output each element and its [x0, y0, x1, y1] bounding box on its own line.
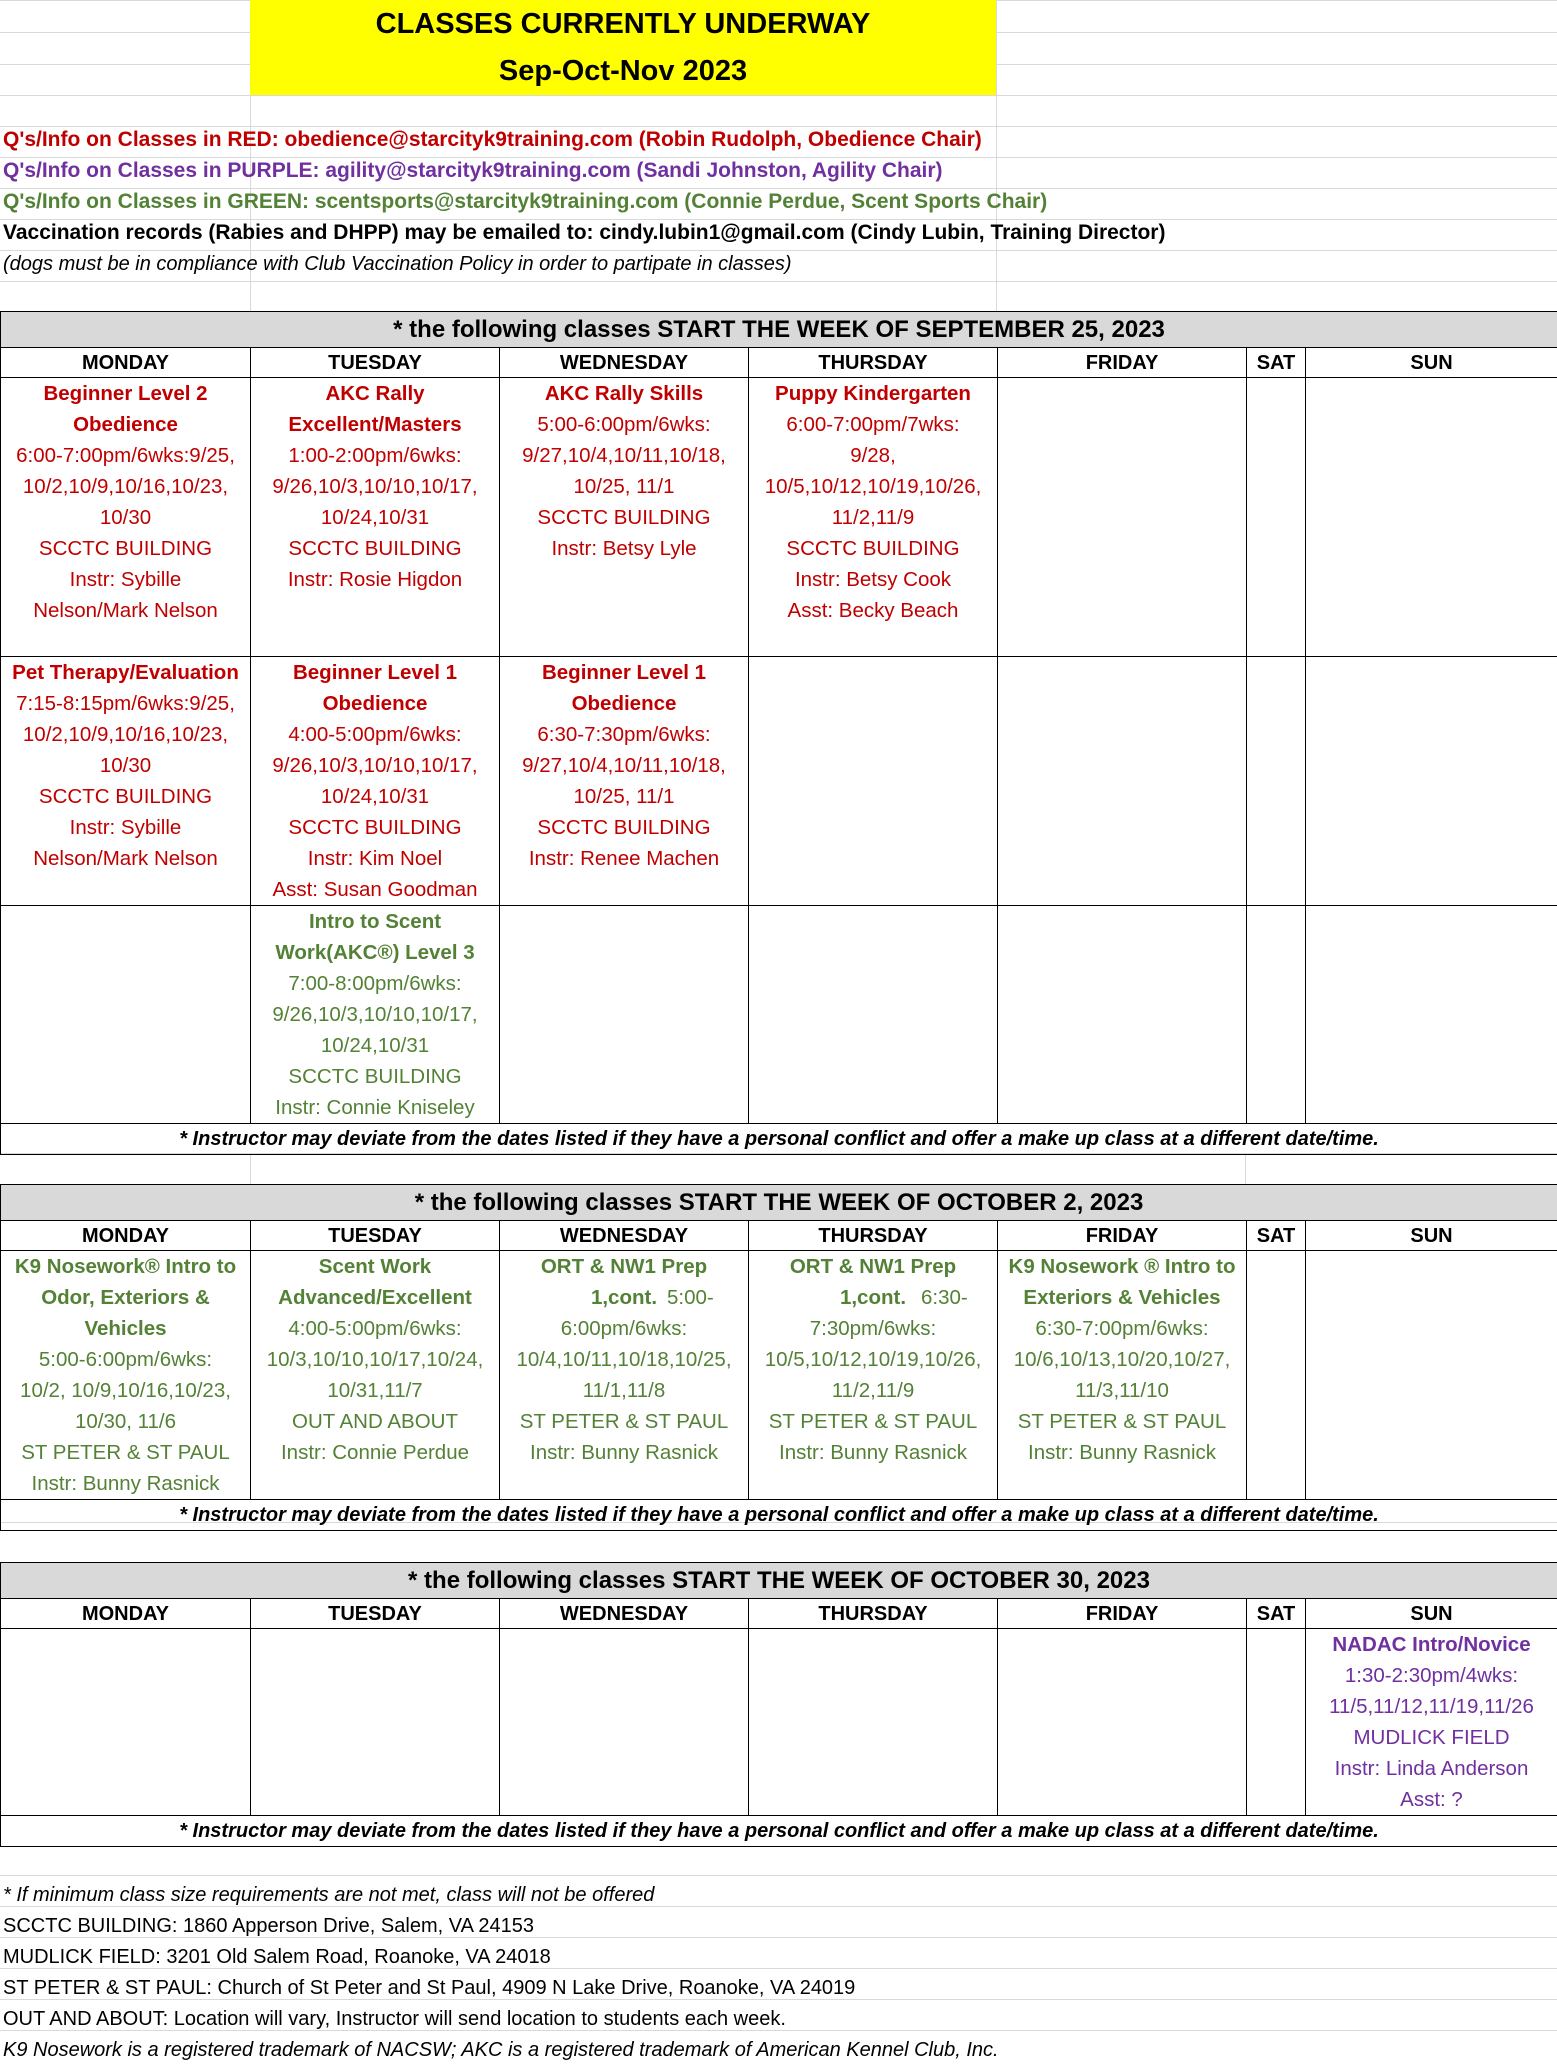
empty-cell	[998, 378, 1247, 657]
empty-cell	[500, 906, 749, 1124]
day-wednesday: WEDNESDAY	[500, 348, 749, 378]
class-cell	[251, 906, 500, 1124]
gridline	[0, 188, 1557, 189]
instructor-disclaimer: * Instructor may deviate from the dates listed if they have a personal conflict and offer a make up class at a different date/time.	[1, 1500, 1557, 1531]
class-details: 6:00-7:00pm/6wks:9/25, 10/2,10/9,10/16,10/23, 10/30 SCCTC BUILDING Instr: Sybille Nelson/Mark Nelson	[16, 444, 235, 622]
empty-cell	[1, 906, 251, 1124]
class-title: K9 Nosework® Intro to Odor, Exteriors & Vehicles	[14, 1255, 237, 1340]
class-details: 1:30-2:30pm/4wks: 11/5,11/12,11/19,11/26 MUDLICK FIELD Instr: Linda Anderson Asst: ?	[1329, 1664, 1534, 1811]
schedule-section-oct-30	[0, 1562, 1557, 1847]
class-cell	[500, 378, 749, 657]
class-title: NADAC Intro/Novice	[1332, 1633, 1531, 1656]
class-start-time: 5:00-	[667, 1286, 714, 1309]
section-heading: * the following classes START THE WEEK OF OCTOBER 2, 2023	[1, 1185, 1557, 1221]
day-wednesday: WEDNESDAY	[500, 1599, 749, 1629]
schedule-section-oct-2	[0, 1184, 1557, 1531]
class-title: AKC Rally Excellent/Masters	[288, 382, 462, 436]
day-sun: SUN	[1306, 348, 1557, 378]
class-title: K9 Nosework ® Intro to Exteriors & Vehicles	[1008, 1255, 1236, 1309]
class-details: 6:00pm/6wks: 10/4,10/11,10/18,10/25, 11/1,11/8 ST PETER & ST PAUL Instr: Bunny Rasnick	[516, 1317, 732, 1464]
day-tuesday: TUESDAY	[251, 348, 500, 378]
gridline	[0, 281, 1557, 282]
day-friday: FRIDAY	[998, 348, 1247, 378]
class-details: 7:30pm/6wks: 10/5,10/12,10/19,10/26, 11/2,11/9 ST PETER & ST PAUL Instr: Bunny Rasnick	[764, 1317, 982, 1464]
class-title: ORT & NW1 Prep 1,cont.	[789, 1255, 957, 1309]
section-heading: * the following classes START THE WEEK OF SEPTEMBER 25, 2023	[1, 312, 1557, 348]
footer-mudlick-address: MUDLICK FIELD: 3201 Old Salem Road, Roanoke, VA 24018	[3, 1946, 551, 1968]
class-cell	[1, 378, 251, 657]
day-thursday: THURSDAY	[749, 1599, 998, 1629]
empty-cell	[1306, 657, 1557, 906]
class-cell	[1, 1251, 251, 1500]
empty-cell	[998, 906, 1247, 1124]
empty-cell	[1306, 906, 1557, 1124]
empty-cell	[1, 1629, 251, 1816]
day-wednesday: WEDNESDAY	[500, 1221, 749, 1251]
section-heading: * the following classes START THE WEEK OF OCTOBER 30, 2023	[1, 1563, 1557, 1599]
class-start-time: 6:30-	[921, 1286, 968, 1309]
info-vaccination: Vaccination records (Rabies and DHPP) may be emailed to: cindy.lubin1@gmail.com (Cindy Lubin, Training Director)	[3, 221, 1166, 244]
instructor-disclaimer: * Instructor may deviate from the dates listed if they have a personal conflict and offer a make up class at a different date/time.	[1, 1816, 1557, 1847]
class-cell	[500, 1251, 749, 1500]
class-cell	[749, 378, 998, 657]
gridline	[0, 126, 1557, 127]
day-thursday: THURSDAY	[749, 1221, 998, 1251]
gridline	[0, 157, 1557, 158]
class-cell	[998, 1251, 1247, 1500]
class-details: 4:00-5:00pm/6wks: 9/26,10/3,10/10,10/17, 10/24,10/31 SCCTC BUILDING Instr: Kim Noel Asst: Susan Goodman	[272, 723, 478, 901]
class-details: 7:00-8:00pm/6wks: 9/26,10/3,10/10,10/17, 10/24,10/31 SCCTC BUILDING Instr: Connie Kniseley	[272, 972, 478, 1119]
day-sat: SAT	[1247, 1599, 1306, 1629]
info-green: Q's/Info on Classes in GREEN: scentsports@starcityk9training.com (Connie Perdue, Scent Sports Chair)	[3, 190, 1048, 213]
empty-cell	[1306, 1251, 1557, 1500]
day-sat: SAT	[1247, 1221, 1306, 1251]
empty-cell	[998, 1629, 1247, 1816]
class-title: Beginner Level 1 Obedience	[292, 661, 458, 715]
day-thursday: THURSDAY	[749, 348, 998, 378]
class-title: Beginner Level 1 Obedience	[541, 661, 707, 715]
class-details: 7:15-8:15pm/6wks:9/25, 10/2,10/9,10/16,10/23, 10/30 SCCTC BUILDING Instr: Sybille Nelson/Mark Nelson	[16, 692, 235, 870]
class-title: Scent Work Advanced/Excellent	[278, 1255, 472, 1309]
footer-min-size: * If minimum class size requirements are not met, class will not be offered	[3, 1884, 655, 1906]
class-details: 4:00-5:00pm/6wks: 10/3,10/10,10/17,10/24, 10/31,11/7 OUT AND ABOUT Instr: Connie Perdue	[266, 1317, 484, 1464]
gridline	[996, 0, 997, 311]
schedule-section-sep-25	[0, 311, 1557, 1155]
info-purple: Q's/Info on Classes in PURPLE: agility@starcityk9training.com (Sandi Johnston, Agility Chair)	[3, 159, 943, 182]
class-details: 1:00-2:00pm/6wks: 9/26,10/3,10/10,10/17, 10/24,10/31 SCCTC BUILDING Instr: Rosie Higdon	[272, 444, 478, 591]
gridline	[0, 250, 1557, 251]
empty-cell	[1247, 906, 1306, 1124]
class-title: Pet Therapy/Evaluation	[12, 661, 239, 684]
empty-cell	[500, 1629, 749, 1816]
day-sun: SUN	[1306, 1599, 1557, 1629]
class-title: Intro to Scent Work(AKC®) Level 3	[275, 910, 475, 964]
class-cell	[251, 378, 500, 657]
class-details: 5:00-6:00pm/6wks: 10/2, 10/9,10/16,10/23, 10/30, 11/6 ST PETER & ST PAUL Instr: Bunny Rasnick	[20, 1348, 231, 1495]
class-details: 6:30-7:00pm/6wks: 10/6,10/13,10/20,10/27, 11/3,11/10 ST PETER & ST PAUL Instr: Bunny Rasnick	[1013, 1317, 1231, 1464]
instructor-disclaimer: * Instructor may deviate from the dates listed if they have a personal conflict and offer a make up class at a different date/time.	[1, 1124, 1557, 1155]
empty-cell	[749, 1629, 998, 1816]
class-cell	[500, 657, 749, 906]
footer-trademark: K9 Nosework is a registered trademark of NACSW; AKC is a registered trademark of American Kennel Club, Inc.	[3, 2039, 999, 2061]
day-tuesday: TUESDAY	[251, 1599, 500, 1629]
class-details: 5:00-6:00pm/6wks: 9/27,10/4,10/11,10/18, 10/25, 11/1 SCCTC BUILDING Instr: Betsy Lyle	[522, 413, 726, 560]
class-cell	[251, 1251, 500, 1500]
class-cell	[1306, 1629, 1557, 1816]
gridline	[250, 1153, 251, 1184]
gridline	[0, 219, 1557, 220]
empty-cell	[251, 1629, 500, 1816]
day-monday: MONDAY	[1, 348, 251, 378]
day-tuesday: TUESDAY	[251, 1221, 500, 1251]
class-cell	[1, 657, 251, 906]
empty-cell	[1247, 1251, 1306, 1500]
class-title: AKC Rally Skills	[544, 382, 704, 405]
gridline	[0, 95, 1557, 96]
class-details: 6:30-7:30pm/6wks: 9/27,10/4,10/11,10/18, 10/25, 11/1 SCCTC BUILDING Instr: Renee Machen	[522, 723, 726, 870]
day-monday: MONDAY	[1, 1599, 251, 1629]
class-cell	[251, 657, 500, 906]
day-sun: SUN	[1306, 1221, 1557, 1251]
page-title: CLASSES CURRENTLY UNDERWAY	[375, 7, 871, 40]
info-compliance: (dogs must be in compliance with Club Vaccination Policy in order to partipate in classes)	[3, 253, 792, 275]
class-title: Beginner Level 2 Obedience	[43, 382, 208, 436]
day-monday: MONDAY	[1, 1221, 251, 1251]
page-subtitle: Sep-Oct-Nov 2023	[498, 54, 748, 87]
class-cell	[749, 1251, 998, 1500]
empty-cell	[1247, 1629, 1306, 1816]
footer-scctc-address: SCCTC BUILDING: 1860 Apperson Drive, Salem, VA 24153	[3, 1915, 534, 1937]
empty-cell	[1247, 378, 1306, 657]
footer-stpeter-address: ST PETER & ST PAUL: Church of St Peter and St Paul, 4909 N Lake Drive, Roanoke, VA 24019	[3, 1977, 856, 1999]
info-red: Q's/Info on Classes in RED: obedience@starcityk9training.com (Robin Rudolph, Obedience Chair)	[3, 128, 982, 151]
class-details: 6:00-7:00pm/7wks: 9/28, 10/5,10/12,10/19,10/26, 11/2,11/9 SCCTC BUILDING Instr: Betsy Cook Asst: Becky Beach	[764, 413, 982, 622]
class-title: Puppy Kindergarten	[775, 382, 971, 405]
empty-cell	[998, 657, 1247, 906]
empty-cell	[1247, 657, 1306, 906]
day-friday: FRIDAY	[998, 1221, 1247, 1251]
day-friday: FRIDAY	[998, 1599, 1247, 1629]
title-banner	[250, 0, 996, 95]
empty-cell	[749, 657, 998, 906]
class-title: ORT & NW1 Prep 1,cont.	[540, 1255, 708, 1309]
gridline	[0, 1875, 1557, 1876]
gridline	[1245, 1153, 1246, 1184]
day-sat: SAT	[1247, 348, 1306, 378]
footer-outabout: OUT AND ABOUT: Location will vary, Instructor will send location to students each week.	[3, 2008, 786, 2030]
empty-cell	[749, 906, 998, 1124]
empty-cell	[1306, 378, 1557, 657]
